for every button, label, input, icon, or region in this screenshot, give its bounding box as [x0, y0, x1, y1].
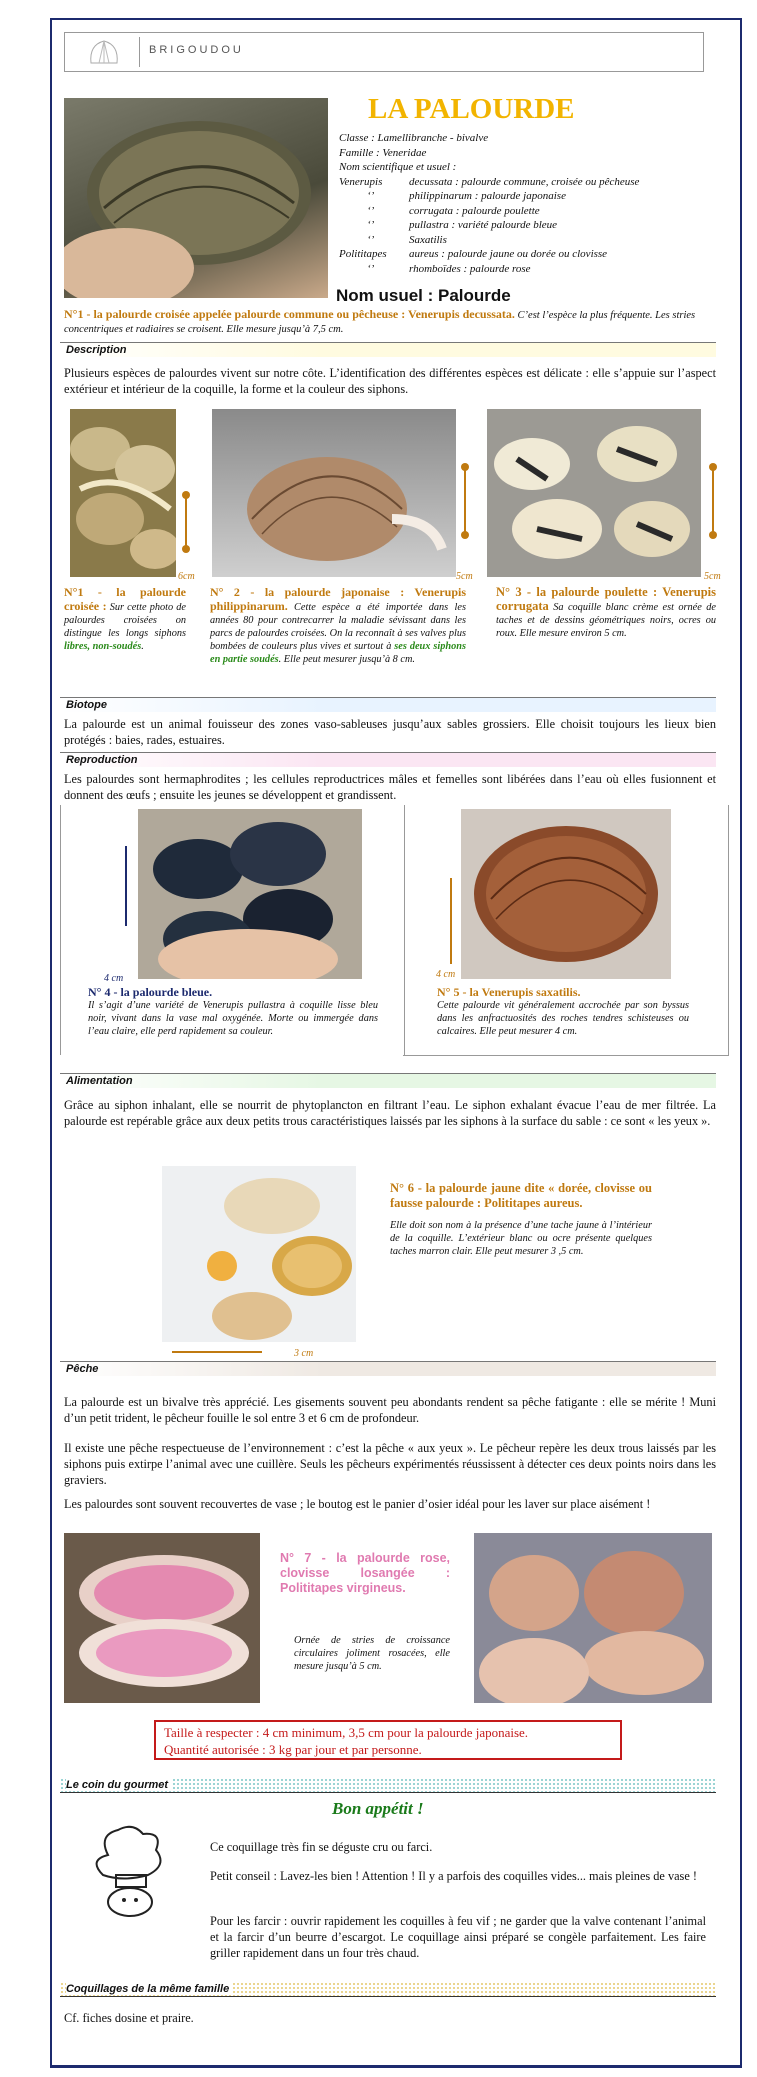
- classification-species: corrugata : palourde poulette: [409, 204, 540, 217]
- classification-species: pullastra : variété palourde bleue: [409, 219, 558, 231]
- classification-genus: Polititapes: [339, 248, 387, 260]
- classification-species: Saxatilis: [409, 233, 447, 246]
- header-bar: [64, 32, 704, 72]
- caption-3-text: Sa coquille blanc crème est ornée de taches et de dessins géométriques noirs, ocres ou roux. Elle mesure environ 5 cm.: [496, 602, 716, 639]
- intro-rest: C’est l’espèce la plus fréquente. Les stries concentriques et radiaires se croisent. Elle mesure jusqu’à 7,5 cm.: [64, 310, 696, 335]
- caption-5-title: N° 5 - la Venerupis saxatilis.: [437, 985, 581, 999]
- section-description: [60, 342, 716, 357]
- caption-species-2: [210, 586, 466, 666]
- scale-bar-5: [450, 878, 452, 964]
- scale-label-1: 6cm: [178, 571, 195, 582]
- section-alimentation-label: Alimentation: [66, 1075, 133, 1087]
- photo-species-5: [461, 809, 671, 979]
- section-peche: [60, 1361, 716, 1376]
- peche-text-2: Il existe une pêche respectueuse de l’environnement : c’est la pêche « aux yeux ». Le pêcheur repère les deux trous laissés par les siphons puis extirpe l’animal avec une cuillère. Seuls les pêcheurs expérimentés réussissent à détecter ces deux points noirs dans les graviers.: [64, 1441, 716, 1487]
- alimentation-text: Grâce au siphon inhalant, elle se nourrit de phytoplancton en filtrant l’eau. Le siphon exhalant évacue l’eau de mer filtrée. La palourde est repérable grâce aux deux petits trous caractéristiques laissés par les siphons à la surface du sable : ce sont « les yeux ».: [64, 1098, 716, 1128]
- main-clam-photo: [64, 98, 328, 298]
- caption-species-5: [437, 986, 689, 1038]
- gourmet-p3: Pour les farcir : ouvrir rapidement les coquilles à feu vif ; ne garder que la valve contenant l’animal et la farcir d’un beurre d’escargot. Le coquillage ainsi préparé se congèle parfaitement. Les faire griller rapidement dans un four très chaud.: [210, 1914, 706, 1960]
- section-same-family: [60, 1982, 716, 1997]
- classification-genus: Venerupis: [339, 175, 383, 188]
- classification-row: [339, 204, 699, 219]
- photo-species-3: [487, 409, 701, 577]
- scale-label-5: 4 cm: [436, 969, 456, 980]
- caption-1-green: libres, non-soudés: [64, 641, 142, 652]
- gourmet-title: Bon appétit !: [332, 1799, 424, 1818]
- regulation-size: Taille à respecter : 4 cm minimum, 3,5 cm pour la palourde japonaise.: [164, 1725, 529, 1740]
- common-name: Nom usuel : Palourde: [336, 286, 511, 305]
- photo-species-6: [162, 1166, 356, 1342]
- caption-species-4: [88, 986, 378, 1038]
- classification-genus: ‘’: [367, 262, 375, 275]
- classification-rows: [339, 175, 699, 277]
- classification-row: [339, 233, 699, 248]
- regulation-quantity: Quantité autorisée : 3 kg par jour et par personne.: [164, 1742, 422, 1757]
- classification-genus: ‘’: [367, 204, 375, 217]
- classification-species: rhomboïdes : palourde rose: [409, 262, 531, 275]
- photo-species-7a: [64, 1533, 260, 1703]
- header-title: BRIGOUDOU: [149, 44, 244, 56]
- caption-species-6: [390, 1181, 652, 1258]
- gourmet-p2: Petit conseil : Lavez-les bien ! Attention ! Il y a parfois des coquilles vides... mais pleines de vase !: [210, 1869, 697, 1883]
- caption-1-title: N°1 - la palourde croisée :: [64, 585, 186, 613]
- caption-2-green: ses deux siphons en partie soudés: [210, 641, 466, 665]
- biotope-text: La palourde est un animal fouisseur des zones vaso-sableuses jusqu’aux sables grossiers. Elle choisit toujours les lieux bien protégés : baies, rades, estuaires.: [64, 717, 716, 747]
- classification-species: philippinarum : palourde japonaise: [409, 190, 566, 202]
- classification-row: [339, 175, 699, 190]
- caption-4-title: N° 4 - la palourde bleue.: [88, 985, 213, 999]
- family-line: Famille : Veneridae: [339, 146, 427, 159]
- classification-genus: ‘’: [367, 233, 375, 246]
- scale-bar-4: [125, 846, 127, 926]
- section-biotope-label: Biotope: [66, 699, 107, 711]
- caption-species-7: [280, 1551, 450, 1673]
- caption-6-title: N° 6 - la palourde jaune dite « dorée, clovisse ou fausse palourde : Polititapes aureus.: [390, 1181, 652, 1210]
- section-alimentation: [60, 1073, 716, 1088]
- caption-2-text: Cette espèce a été importée dans les années 80 pour contrecarrer la maladie sévissant dans les parcs de palourdes croisées. On la reconnaît à ses valves plus bombées de couleurs plus vives et surtout à: [210, 602, 466, 652]
- classification-row: [339, 247, 699, 262]
- caption-5-text: Cette palourde vit généralement accrochée par son byssus dans les anfractuosités des roches tendres schisteuses ou calcaires. Elle peut mesurer 4 cm.: [437, 1000, 689, 1037]
- section-gourmet-label: Le coin du gourmet: [66, 1779, 172, 1791]
- description-text: Plusieurs espèces de palourdes vivent sur notre côte. L’identification des différentes espèces est délicate : elle s’appuie sur l’aspect extérieur et intérieur de la coquille, la forme et la couleur des siphons.: [64, 366, 716, 396]
- classification-species: decussata : palourde commune, croisée ou pêcheuse: [409, 175, 640, 188]
- classification-genus: ‘’: [367, 219, 375, 231]
- classification-row: [339, 189, 699, 204]
- class-line: Classe : Lamellibranche - bivalve: [339, 132, 489, 144]
- classification-species: aureus : palourde jaune ou dorée ou clovisse: [409, 248, 608, 260]
- scale-bar-3: [712, 466, 714, 536]
- caption-2-title: N° 2 - la palourde japonaise : Venerupis philippinarum.: [210, 585, 466, 613]
- scale-bar-2: [464, 466, 466, 536]
- caption-6-text: Elle doit son nom à la présence d’une tache jaune à l’intérieur de la coquille. L’extérieur blanc ou ocre présente quelques taches marron clair. Elle peut mesurer 3 ,5 cm.: [390, 1220, 652, 1257]
- section-biotope: [60, 697, 716, 712]
- scale-label-6: 3 cm: [294, 1348, 314, 1359]
- regulations-box: [154, 1720, 622, 1760]
- caption-2-end: . Elle peut mesurer jusqu’à 8 cm.: [278, 654, 415, 665]
- photo-species-7b: [474, 1533, 712, 1703]
- classification-row: [339, 218, 699, 233]
- photo-species-4: [138, 809, 362, 979]
- section-reproduction-label: Reproduction: [66, 754, 138, 766]
- classification-block: [339, 131, 699, 276]
- gourmet-p1: Ce coquillage très fin se déguste cru ou farci.: [210, 1840, 433, 1854]
- scale-bar-6: [172, 1351, 262, 1353]
- photo-species-2: [212, 409, 456, 577]
- classification-genus: ‘’: [367, 190, 375, 202]
- caption-7-title: N° 7 - la palourde rose, clovisse losangée : Polititapes virgineus.: [280, 1551, 450, 1595]
- scientific-name-line: Nom scientifique et usuel :: [339, 161, 457, 173]
- section-description-label: Description: [66, 344, 127, 356]
- scale-bar-1: [185, 494, 187, 550]
- page-title: LA PALOURDE: [368, 93, 575, 125]
- caption-species-3: [496, 586, 716, 640]
- caption-7-text: Ornée de stries de croissance circulaires joliment rosacées, elle mesure jusqu’à 5 cm.: [294, 1635, 450, 1672]
- reproduction-text: Les palourdes sont hermaphrodites ; les cellules reproductrices mâles et femelles sont libérées dans l’eau où elles fusionnent et donnent des œufs ; ensuite les jeunes se développent et grandissent.: [64, 772, 716, 802]
- shell-logo-icon: [69, 37, 140, 67]
- scale-label-2: 5cm: [456, 571, 473, 582]
- caption-species-1: [64, 586, 186, 653]
- classification-row: [339, 262, 699, 277]
- peche-text-1: La palourde est un bivalve très apprécié. Les gisements souvent peu abondants rendent sa pêche fatigante : elle se mérite ! Muni d’un petit trident, le pêcheur fouille le sol entre 3 et 6 cm de profondeur.: [64, 1395, 716, 1425]
- section-peche-label: Pêche: [66, 1363, 99, 1375]
- chef-illustration-icon: [78, 1820, 198, 1920]
- section-reproduction: [60, 752, 716, 767]
- section-gourmet: [60, 1778, 716, 1793]
- scale-label-3: 5cm: [704, 571, 721, 582]
- section-same-family-label: Coquillages de la même famille: [66, 1983, 233, 1995]
- caption-3-title: N° 3 - la palourde poulette : Venerupis corrugata: [496, 585, 716, 613]
- same-family-text: Cf. fiches dosine et praire.: [64, 2011, 194, 2025]
- peche-text-3: Les palourdes sont souvent recouvertes de vase ; le boutog est le panier d’osier idéal pour les laver sur place aisément !: [64, 1497, 651, 1511]
- intro-paragraph: [64, 307, 716, 336]
- caption-1-text: Sur cette photo de palourdes croisées on distingue les longs siphons: [64, 602, 186, 639]
- caption-4-text: Il s’agit d’une variété de Venerupis pullastra à coquille lisse bleu noir, vivant dans la vase mal oxygénée. Morte ou immergée dans l’eau claire, elle perd rapidement sa couleur.: [88, 1000, 378, 1037]
- caption-1-end: .: [141, 641, 144, 652]
- scale-label-4: 4 cm: [104, 973, 124, 984]
- intro-bold: N°1 - la palourde croisée appelée palourde commune ou pêcheuse : Venerupis decussata.: [64, 307, 515, 321]
- photo-species-1: [70, 409, 176, 577]
